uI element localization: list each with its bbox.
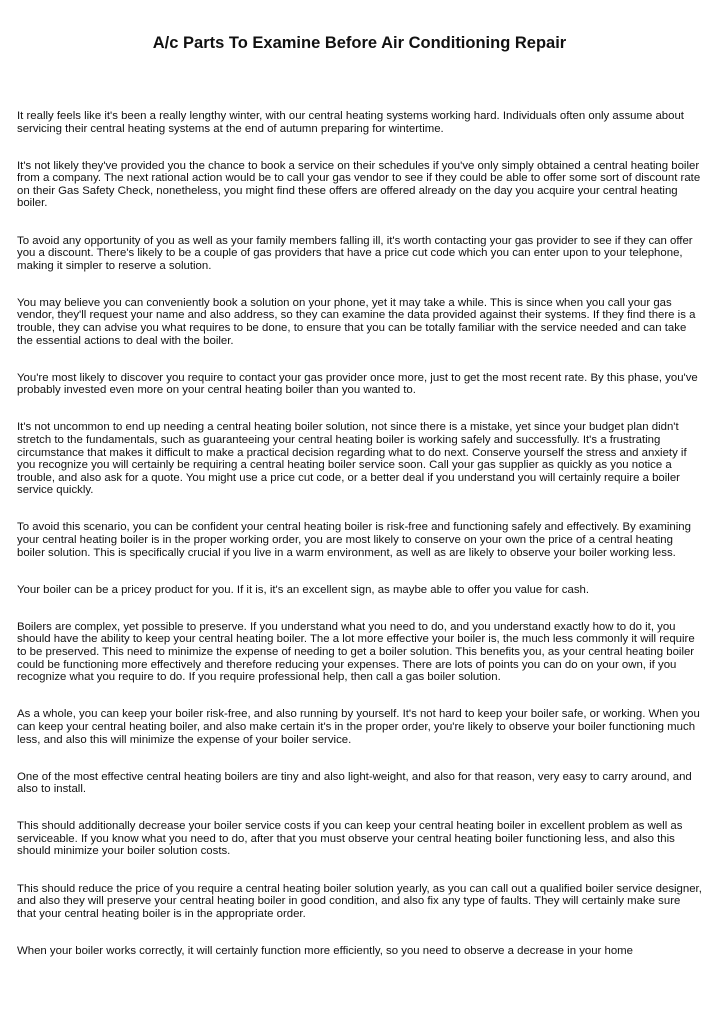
paragraph: One of the most effective central heating boilers are tiny and also light-weight, and also for that reason, very easy to carry around, and also to install. (17, 770, 692, 796)
paragraph: You may believe you can conveniently book a solution on your phone, yet it may take a while. This is since when you call your gas vendor, they'll request your name and also address, so they can examine the data provided against their systems. If they find there is a trouble, they can advise you what requires to be done, to ensure that you can be totally familiar with the service needed and can take the essential actions to deal with the boiler. (17, 296, 696, 347)
paragraph: It's not uncommon to end up needing a central heating boiler solution, not since there is a mistake, yet since your budget plan didn't stretch to the fundamentals, such as guaranteeing your central heating boiler is working safely and successfully. It's a frustrating circumstance that makes it difficult to make a practical decision regarding what to do next. Conserve yourself the stress and anxiety if you recognize you will certainly be requiring a central heating boiler service soon. Call your gas supplier as quickly as you notice a trouble, and also ask for a quote. You might use a price cut code, or a better deal if you understand you will certainly require a boiler service quickly. (17, 421, 687, 497)
paragraph: It's not likely they've provided you the chance to book a service on their schedules if you've only simply obtained a central heating boiler from a company. The next rational action would be to call your gas vendor to see if they could be able to offer some sort of discount rate on their Gas Safety Check, nonetheless, you might find these offers are offered already on the day you acquire your central heating boiler. (17, 159, 701, 210)
document-body (17, 110, 702, 957)
paragraph: When your boiler works correctly, it will certainly function more efficiently, so you need to observe a decrease in your home (17, 944, 634, 957)
paragraph: Boilers are complex, yet possible to preserve. If you understand what you need to do, and you understand exactly how to do it, you should have the ability to keep your central heating boiler. The a lot more effective your boiler is, the much less commonly it will require to be preserved. This need to minimize the expense of needing to get a boiler solution. This benefits you, as your central heating boiler could be functioning more effectively and therefore reducing your expenses. There are lots of points you can do on your own, if you recognize what you require to do. If you require professional help, then call a gas boiler solution. (17, 620, 695, 684)
paragraph: It really feels like it's been a really lengthy winter, with our central heating systems working hard. Individuals often only assume about servicing their central heating systems at the end of autumn preparing for wintertime. (17, 110, 684, 135)
paragraph: You're most likely to discover you require to contact your gas provider once more, just to get the most recent rate. By this phase, you've probably invested even more on your central heating boiler than you wanted to. (17, 371, 698, 397)
paragraph: To avoid any opportunity of you as well as your family members falling ill, it's worth contacting your gas provider to see if they can offer you a discount. There's likely to be a couple of gas providers that have a price cut code which you can enter upon to your telephone, making it simpler to reserve a solution. (17, 234, 693, 272)
paragraph: To avoid this scenario, you can be confident your central heating boiler is risk-free and functioning safely and effectively. By examining your central heating boiler is in the proper working order, you are most likely to conserve on your own the price of a central heating boiler solution. This is specifically crucial if you live in a warm environment, as well as are likely to observe your boiler working less. (17, 521, 691, 559)
paragraph: Your boiler can be a pricey product for you. If it is, it's an excellent sign, as maybe able to offer you value for cash. (17, 583, 590, 596)
paragraph: This should reduce the price of you require a central heating boiler solution yearly, as you can call out a qualified boiler service designer, and also they will preserve your central heating boiler in good condition, and also fix any type of faults. They will certainly make sure that your central heating boiler is in the appropriate order. (17, 882, 702, 920)
paragraph: This should additionally decrease your boiler service costs if you can keep your central heating boiler in excellent problem as well as serviceable. If you know what you need to do, after that you must observe your central heating boiler functioning less, and also this should minimize your boiler solution costs. (17, 820, 683, 858)
document-title: A/c Parts To Examine Before Air Conditioning Repair (152, 34, 567, 52)
paragraph: As a whole, you can keep your boiler risk-free, and also running by yourself. It's not hard to keep your boiler safe, or working. When you can keep your central heating boiler, and also make certain it's in the proper order, you're likely to observe your boiler functioning much less, and also this will minimize the expense of your boiler service. (17, 708, 700, 746)
